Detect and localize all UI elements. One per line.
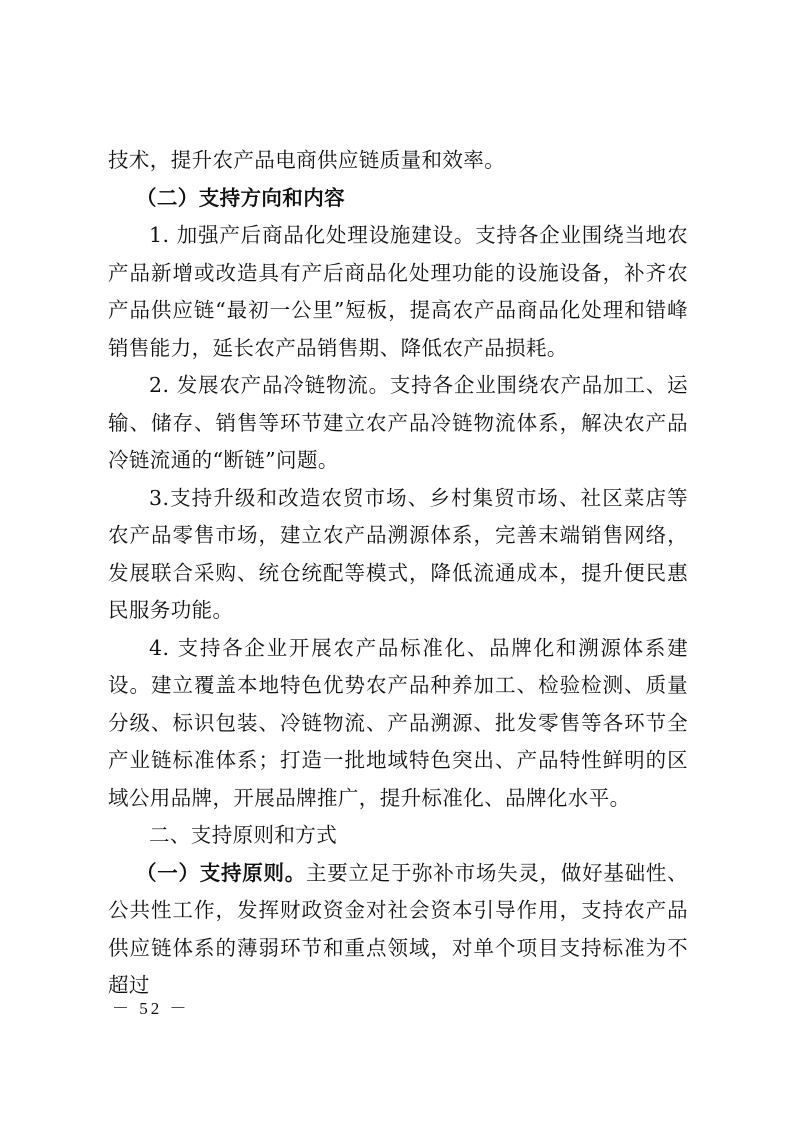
support-principle-text: 主要立足于弥补市场失灵，做好基础性、公共性工作，发挥财政资金对社会资本引导作用，支持农产品供应链体系的薄弱环节和重点领域，对单个项目支持标准为不超过 — [108, 860, 688, 997]
paragraph-support-principle — [108, 855, 688, 1005]
section-heading-principles: 二、支持原则和方式 — [149, 823, 338, 847]
paragraph-item-3: 3.支持升级和改造农贸市场、乡村集贸市场、社区菜店等农产品零售市场，建立农产品溯源体系，完善末端销售网络，发展联合采购、统仓统配等模式，降低流通成本，提升便民惠民服务功能。 — [108, 485, 688, 622]
section-heading-support-direction: （二）支持方向和内容 — [136, 185, 345, 210]
document-body — [108, 142, 688, 1005]
paragraph-item-4: 4. 支持各企业开展农产品标准化、品牌化和溯源体系建设。建立覆盖本地特色优势农产品种养加工、检验检测、质量分级、标识包装、冷链物流、产品溯源、批发零售等各环节全产业链标准体系；打造一批地域特色突出、产品特性鲜明的区域公用品牌，开展品牌推广，提升标准化、品牌化水平。 — [108, 635, 688, 810]
page-number: － 52 － — [112, 999, 190, 1018]
support-principle-label: （一）支持原则。 — [136, 860, 306, 885]
paragraph-continuation: 技术，提升农产品电商供应链质量和效率。 — [108, 148, 506, 172]
paragraph-item-1: 1. 加强产后商品化处理设施建设。支持各企业围绕当地农产品新增或改造具有产后商品化处理功能的设施设备，补齐农产品供应链“最初一公里”短板，提高农产品商品化处理和错峰销售能力，延长农产品销售期、降低农产品损耗。 — [108, 223, 688, 360]
paragraph-item-2: 2. 发展农产品冷链物流。支持各企业围绕农产品加工、运输、储存、销售等环节建立农产品冷链物流体系，解决农产品冷链流通的“断链”问题。 — [108, 373, 688, 472]
